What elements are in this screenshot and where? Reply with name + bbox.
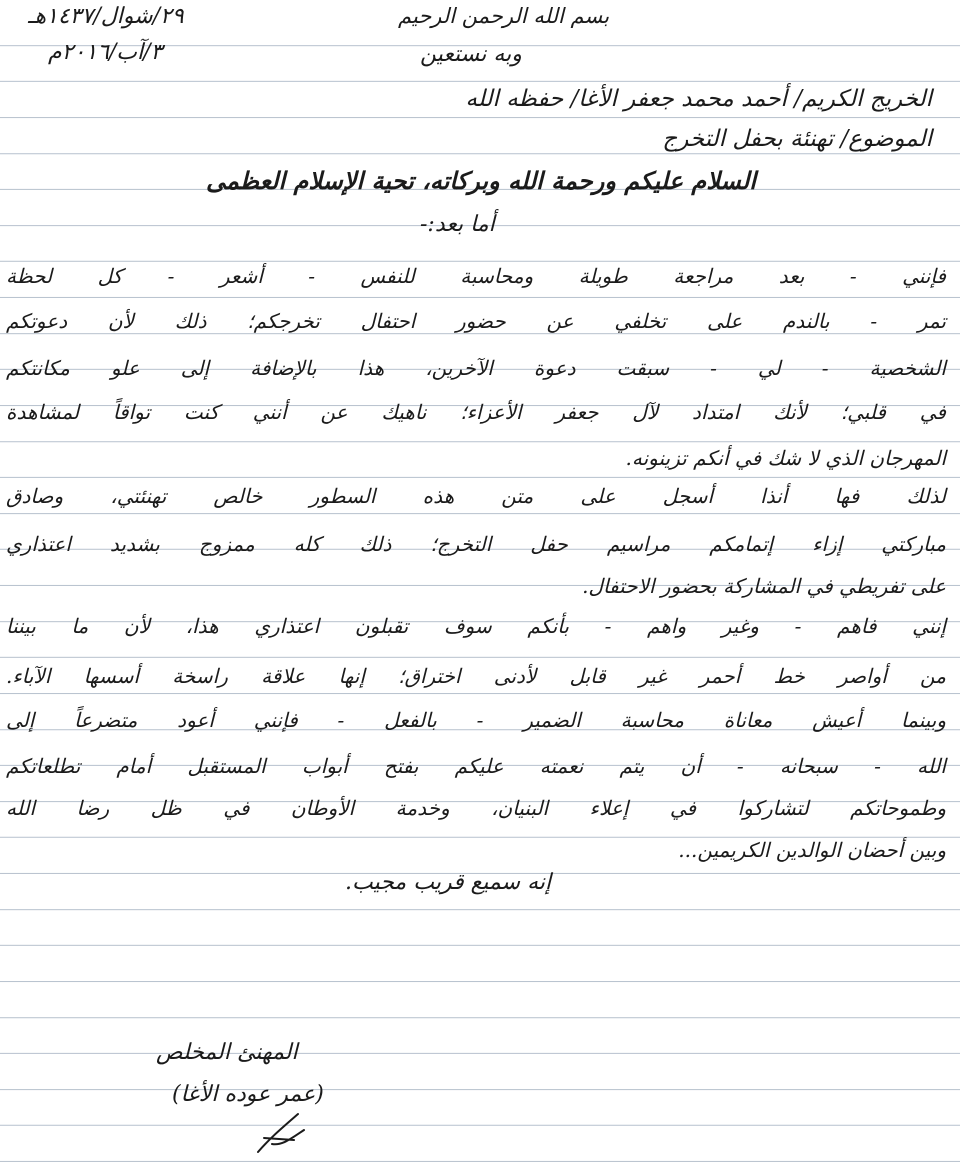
body-line: الله - سبحانه - أن يتم نعمته عليكم بفتح أبواب المستقبل أمام تطلعاتكم [6, 754, 946, 778]
closing-prayer: إنه سميع قريب مجيب. [345, 870, 552, 895]
body-line: وبين أحضان الوالدين الكريمين... [678, 838, 946, 862]
body-line: المهرجان الذي لا شك في أنكم تزينونه. [625, 446, 946, 470]
body-line: تمر - بالندم على تخلفي عن حضور احتفال تخرجكم؛ ذلك لأن دعوتكم [6, 309, 946, 333]
body-line: فإنني - بعد مراجعة طويلة ومحاسبة للنفس - أشعر - كل لحظة [6, 264, 946, 288]
body-line: في قلبي؛ لأنك امتداد لآل جعفر الأعزاء؛ ناهيك عن أنني كنت تواقاً لمشاهدة [6, 400, 946, 424]
gregorian-date: ٣/آب/٢٠١٦م [48, 40, 163, 65]
greeting-line: السلام عليكم ورحمة الله وبركاته، تحية الإسلام العظمى [206, 166, 756, 195]
invocation: وبه نستعين [420, 42, 522, 67]
body-line: على تفريطي في المشاركة بحضور الاحتفال. [582, 574, 946, 598]
signature-mark [252, 1108, 316, 1158]
sender-name: (عمر عوده الأغا) [172, 1082, 324, 1107]
body-line: وبينما أعيش معاناة محاسبة الضمير - بالفعل - فإنني أعود متضرعاً إلى [6, 708, 946, 732]
hijri-date: ٢٩/شوال/١٤٣٧هـ [28, 4, 184, 29]
body-line: من أواصر خط أحمر غير قابل لأدنى اختراق؛ إنها علاقة راسخة أسسها الآباء. [6, 664, 946, 688]
subject-line: الموضوع/ تهنئة بحفل التخرج [662, 126, 932, 152]
body-line: وطموحاتكم لتشاركوا في إعلاء البنيان، وخدمة الأوطان في ظل رضا الله [6, 796, 946, 820]
basmala: بسم الله الرحمن الرحيم [398, 4, 610, 28]
body-line: الشخصية - لي - سبقت دعوة الآخرين، هذا بالإضافة إلى علو مكانتكم [6, 356, 946, 380]
opening-line: أما بعد:- [420, 212, 495, 237]
closing-salutation: المهنئ المخلص [156, 1040, 298, 1065]
body-line: مباركتي إزاء إتمامكم مراسيم حفل التخرج؛ ذلك كله ممزوج بشديد اعتذاري [6, 532, 946, 556]
addressee-line: الخريج الكريم/ أحمد محمد جعفر الأغا/ حفظه الله [465, 86, 932, 112]
body-line: إنني فاهم - وغير واهم - بأنكم سوف تقبلون اعتذاري هذا، لأن ما بيننا [6, 614, 946, 638]
body-line: لذلك فها أنذا أسجل على متن هذه السطور خالص تهنئتي، وصادق [6, 484, 946, 508]
